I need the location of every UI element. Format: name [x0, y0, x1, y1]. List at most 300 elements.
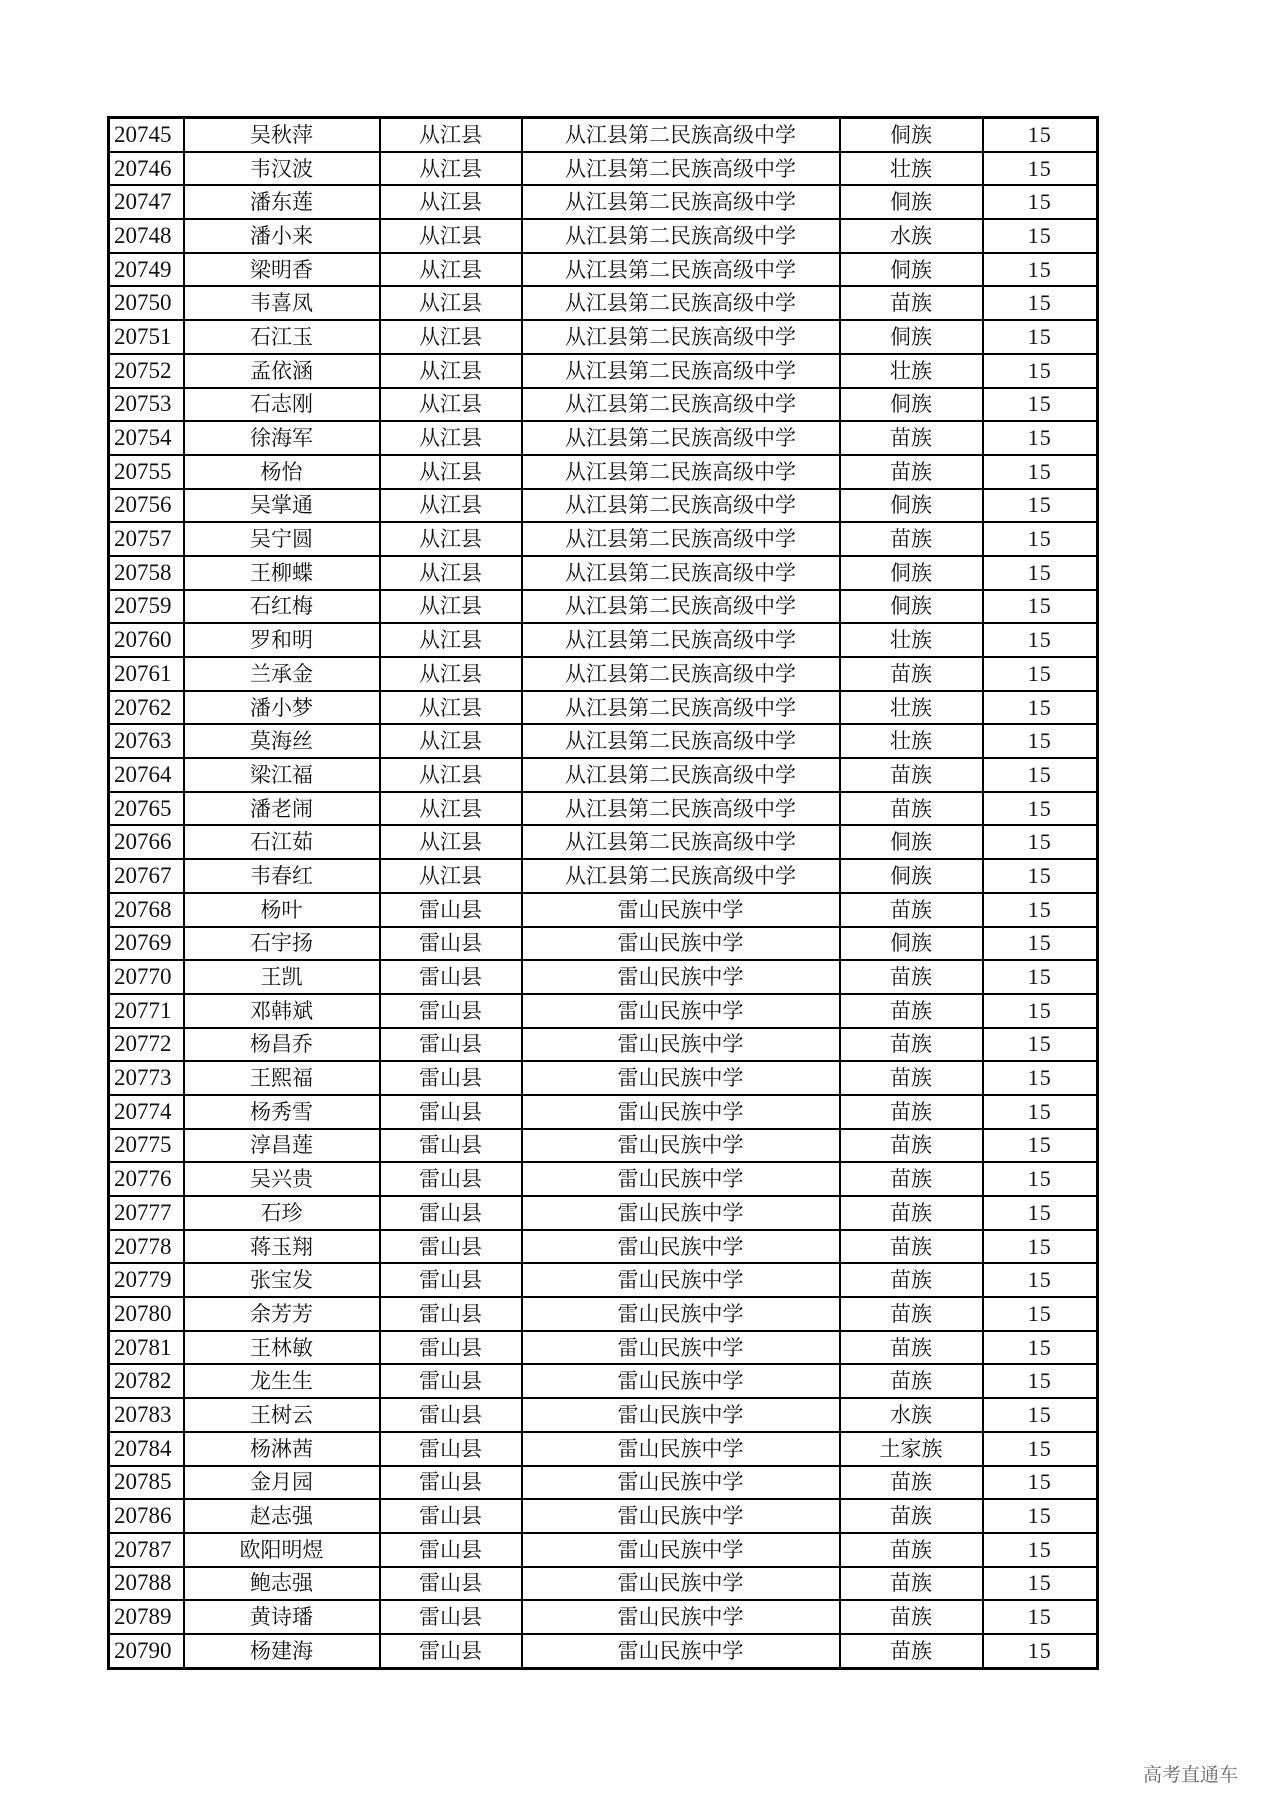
ethnicity-cell: 苗族: [840, 1364, 983, 1398]
score-cell: 15: [983, 1634, 1098, 1668]
county-cell: 雷山县: [380, 1095, 522, 1129]
name-cell: 杨怡: [184, 455, 380, 489]
ethnicity-cell: 苗族: [840, 1061, 983, 1095]
school-cell: 从江县第二民族高级中学: [522, 320, 840, 354]
name-cell: 王凯: [184, 960, 380, 994]
county-cell: 从江县: [380, 185, 522, 219]
id-cell: 20769: [109, 927, 184, 961]
score-cell: 15: [983, 893, 1098, 927]
table-row: [109, 623, 1098, 657]
score-cell: 15: [983, 960, 1098, 994]
score-cell: 15: [983, 1129, 1098, 1163]
id-cell: 20789: [109, 1600, 184, 1634]
score-cell: 15: [983, 455, 1098, 489]
name-cell: 杨建海: [184, 1634, 380, 1668]
score-cell: 15: [983, 1432, 1098, 1466]
ethnicity-cell: 苗族: [840, 286, 983, 320]
id-cell: 20767: [109, 859, 184, 893]
name-cell: 鲍志强: [184, 1567, 380, 1601]
name-cell: 余芳芳: [184, 1297, 380, 1331]
school-cell: 从江县第二民族高级中学: [522, 286, 840, 320]
roster-table: [107, 116, 1099, 1670]
table-row: [109, 1263, 1098, 1297]
score-cell: 15: [983, 118, 1098, 152]
table-row: [109, 253, 1098, 287]
score-cell: 15: [983, 1196, 1098, 1230]
score-cell: 15: [983, 1162, 1098, 1196]
name-cell: 梁江福: [184, 758, 380, 792]
table-row: [109, 219, 1098, 253]
county-cell: 从江县: [380, 859, 522, 893]
score-cell: 15: [983, 185, 1098, 219]
table-row: [109, 1196, 1098, 1230]
score-cell: 15: [983, 1061, 1098, 1095]
school-cell: 雷山民族中学: [522, 1297, 840, 1331]
id-cell: 20758: [109, 556, 184, 590]
ethnicity-cell: 水族: [840, 219, 983, 253]
school-cell: 从江县第二民族高级中学: [522, 489, 840, 523]
county-cell: 雷山县: [380, 1466, 522, 1500]
ethnicity-cell: 苗族: [840, 1162, 983, 1196]
name-cell: 韦汉波: [184, 152, 380, 186]
table-row: [109, 1028, 1098, 1062]
id-cell: 20787: [109, 1533, 184, 1567]
school-cell: 雷山民族中学: [522, 1162, 840, 1196]
school-cell: 从江县第二民族高级中学: [522, 623, 840, 657]
ethnicity-cell: 苗族: [840, 1600, 983, 1634]
school-cell: 雷山民族中学: [522, 1129, 840, 1163]
id-cell: 20750: [109, 286, 184, 320]
county-cell: 从江县: [380, 522, 522, 556]
id-cell: 20749: [109, 253, 184, 287]
score-cell: 15: [983, 1398, 1098, 1432]
school-cell: 雷山民族中学: [522, 1432, 840, 1466]
school-cell: 雷山民族中学: [522, 960, 840, 994]
name-cell: 杨叶: [184, 893, 380, 927]
table-row: [109, 1331, 1098, 1365]
id-cell: 20790: [109, 1634, 184, 1668]
ethnicity-cell: 侗族: [840, 590, 983, 624]
school-cell: 从江县第二民族高级中学: [522, 590, 840, 624]
school-cell: 雷山民族中学: [522, 893, 840, 927]
watermark: 高考直通车: [1143, 1764, 1239, 1786]
school-cell: 从江县第二民族高级中学: [522, 758, 840, 792]
id-cell: 20773: [109, 1061, 184, 1095]
school-cell: 雷山民族中学: [522, 1634, 840, 1668]
ethnicity-cell: 苗族: [840, 893, 983, 927]
table-row: [109, 1567, 1098, 1601]
score-cell: 15: [983, 489, 1098, 523]
ethnicity-cell: 苗族: [840, 1466, 983, 1500]
county-cell: 从江县: [380, 388, 522, 422]
ethnicity-cell: 壮族: [840, 354, 983, 388]
table-row: [109, 1364, 1098, 1398]
table-row: [109, 758, 1098, 792]
score-cell: 15: [983, 758, 1098, 792]
id-cell: 20785: [109, 1466, 184, 1500]
table-row: [109, 286, 1098, 320]
county-cell: 从江县: [380, 556, 522, 590]
table-row: [109, 1432, 1098, 1466]
table-row: [109, 1499, 1098, 1533]
ethnicity-cell: 土家族: [840, 1432, 983, 1466]
ethnicity-cell: 壮族: [840, 691, 983, 725]
county-cell: 雷山县: [380, 1567, 522, 1601]
score-cell: 15: [983, 320, 1098, 354]
name-cell: 潘东莲: [184, 185, 380, 219]
ethnicity-cell: 苗族: [840, 994, 983, 1028]
county-cell: 雷山县: [380, 1331, 522, 1365]
county-cell: 从江县: [380, 286, 522, 320]
school-cell: 雷山民族中学: [522, 1466, 840, 1500]
name-cell: 石江茹: [184, 825, 380, 859]
ethnicity-cell: 苗族: [840, 522, 983, 556]
county-cell: 从江县: [380, 691, 522, 725]
score-cell: 15: [983, 1095, 1098, 1129]
id-cell: 20756: [109, 489, 184, 523]
county-cell: 雷山县: [380, 1600, 522, 1634]
county-cell: 从江县: [380, 657, 522, 691]
score-cell: 15: [983, 724, 1098, 758]
table-row: [109, 1466, 1098, 1500]
school-cell: 雷山民族中学: [522, 1533, 840, 1567]
id-cell: 20781: [109, 1331, 184, 1365]
score-cell: 15: [983, 1466, 1098, 1500]
name-cell: 潘小梦: [184, 691, 380, 725]
ethnicity-cell: 侗族: [840, 489, 983, 523]
county-cell: 雷山县: [380, 1499, 522, 1533]
county-cell: 从江县: [380, 354, 522, 388]
name-cell: 淳昌莲: [184, 1129, 380, 1163]
county-cell: 从江县: [380, 758, 522, 792]
id-cell: 20771: [109, 994, 184, 1028]
id-cell: 20775: [109, 1129, 184, 1163]
county-cell: 从江县: [380, 825, 522, 859]
id-cell: 20774: [109, 1095, 184, 1129]
ethnicity-cell: 苗族: [840, 792, 983, 826]
id-cell: 20763: [109, 724, 184, 758]
ethnicity-cell: 苗族: [840, 1129, 983, 1163]
table-row: [109, 320, 1098, 354]
table-row: [109, 185, 1098, 219]
ethnicity-cell: 苗族: [840, 1230, 983, 1264]
name-cell: 王柳蝶: [184, 556, 380, 590]
table-row: [109, 388, 1098, 422]
id-cell: 20764: [109, 758, 184, 792]
county-cell: 雷山县: [380, 1162, 522, 1196]
score-cell: 15: [983, 657, 1098, 691]
school-cell: 雷山民族中学: [522, 1263, 840, 1297]
ethnicity-cell: 苗族: [840, 960, 983, 994]
table-row: [109, 657, 1098, 691]
score-cell: 15: [983, 286, 1098, 320]
ethnicity-cell: 苗族: [840, 1533, 983, 1567]
county-cell: 雷山县: [380, 994, 522, 1028]
score-cell: 15: [983, 623, 1098, 657]
county-cell: 从江县: [380, 724, 522, 758]
id-cell: 20768: [109, 893, 184, 927]
score-cell: 15: [983, 825, 1098, 859]
ethnicity-cell: 苗族: [840, 1028, 983, 1062]
id-cell: 20786: [109, 1499, 184, 1533]
id-cell: 20788: [109, 1567, 184, 1601]
school-cell: 雷山民族中学: [522, 927, 840, 961]
table-row: [109, 489, 1098, 523]
name-cell: 孟依涵: [184, 354, 380, 388]
score-cell: 15: [983, 1364, 1098, 1398]
score-cell: 15: [983, 354, 1098, 388]
score-cell: 15: [983, 1600, 1098, 1634]
name-cell: 杨淋茜: [184, 1432, 380, 1466]
id-cell: 20776: [109, 1162, 184, 1196]
score-cell: 15: [983, 1533, 1098, 1567]
id-cell: 20746: [109, 152, 184, 186]
id-cell: 20755: [109, 455, 184, 489]
id-cell: 20762: [109, 691, 184, 725]
table-row: [109, 455, 1098, 489]
id-cell: 20754: [109, 421, 184, 455]
table-row: [109, 522, 1098, 556]
school-cell: 雷山民族中学: [522, 1499, 840, 1533]
name-cell: 石志刚: [184, 388, 380, 422]
score-cell: 15: [983, 219, 1098, 253]
score-cell: 15: [983, 691, 1098, 725]
score-cell: 15: [983, 994, 1098, 1028]
id-cell: 20772: [109, 1028, 184, 1062]
table-row: [109, 960, 1098, 994]
ethnicity-cell: 苗族: [840, 421, 983, 455]
name-cell: 石宇扬: [184, 927, 380, 961]
table-row: [109, 556, 1098, 590]
id-cell: 20779: [109, 1263, 184, 1297]
ethnicity-cell: 苗族: [840, 1196, 983, 1230]
name-cell: 韦喜凤: [184, 286, 380, 320]
school-cell: 雷山民族中学: [522, 1196, 840, 1230]
table-row: [109, 354, 1098, 388]
ethnicity-cell: 侗族: [840, 859, 983, 893]
score-cell: 15: [983, 421, 1098, 455]
id-cell: 20759: [109, 590, 184, 624]
ethnicity-cell: 苗族: [840, 1297, 983, 1331]
table-row: [109, 792, 1098, 826]
county-cell: 雷山县: [380, 1533, 522, 1567]
name-cell: 兰承金: [184, 657, 380, 691]
ethnicity-cell: 侗族: [840, 388, 983, 422]
score-cell: 15: [983, 1567, 1098, 1601]
name-cell: 吴宁圆: [184, 522, 380, 556]
name-cell: 龙生生: [184, 1364, 380, 1398]
name-cell: 张宝发: [184, 1263, 380, 1297]
id-cell: 20752: [109, 354, 184, 388]
ethnicity-cell: 侗族: [840, 320, 983, 354]
county-cell: 从江县: [380, 623, 522, 657]
table-row: [109, 859, 1098, 893]
id-cell: 20778: [109, 1230, 184, 1264]
name-cell: 邓韩斌: [184, 994, 380, 1028]
table-row: [109, 118, 1098, 152]
county-cell: 从江县: [380, 219, 522, 253]
id-cell: 20761: [109, 657, 184, 691]
ethnicity-cell: 苗族: [840, 758, 983, 792]
name-cell: 潘老闹: [184, 792, 380, 826]
ethnicity-cell: 壮族: [840, 152, 983, 186]
ethnicity-cell: 苗族: [840, 1095, 983, 1129]
name-cell: 王树云: [184, 1398, 380, 1432]
ethnicity-cell: 侗族: [840, 118, 983, 152]
id-cell: 20748: [109, 219, 184, 253]
name-cell: 石江玉: [184, 320, 380, 354]
school-cell: 从江县第二民族高级中学: [522, 691, 840, 725]
id-cell: 20777: [109, 1196, 184, 1230]
ethnicity-cell: 苗族: [840, 657, 983, 691]
score-cell: 15: [983, 1263, 1098, 1297]
name-cell: 罗和明: [184, 623, 380, 657]
id-cell: 20765: [109, 792, 184, 826]
table-row: [109, 421, 1098, 455]
county-cell: 从江县: [380, 455, 522, 489]
school-cell: 雷山民族中学: [522, 994, 840, 1028]
ethnicity-cell: 侗族: [840, 185, 983, 219]
county-cell: 雷山县: [380, 1061, 522, 1095]
score-cell: 15: [983, 792, 1098, 826]
table-row: [109, 1162, 1098, 1196]
school-cell: 从江县第二民族高级中学: [522, 354, 840, 388]
ethnicity-cell: 侗族: [840, 556, 983, 590]
ethnicity-cell: 壮族: [840, 623, 983, 657]
ethnicity-cell: 苗族: [840, 1499, 983, 1533]
ethnicity-cell: 苗族: [840, 1331, 983, 1365]
id-cell: 20783: [109, 1398, 184, 1432]
ethnicity-cell: 苗族: [840, 1567, 983, 1601]
name-cell: 黄诗璠: [184, 1600, 380, 1634]
name-cell: 石红梅: [184, 590, 380, 624]
table-row: [109, 1398, 1098, 1432]
school-cell: 从江县第二民族高级中学: [522, 724, 840, 758]
name-cell: 潘小来: [184, 219, 380, 253]
ethnicity-cell: 壮族: [840, 724, 983, 758]
school-cell: 从江县第二民族高级中学: [522, 859, 840, 893]
ethnicity-cell: 水族: [840, 1398, 983, 1432]
id-cell: 20745: [109, 118, 184, 152]
id-cell: 20751: [109, 320, 184, 354]
school-cell: 雷山民族中学: [522, 1095, 840, 1129]
school-cell: 雷山民族中学: [522, 1061, 840, 1095]
county-cell: 雷山县: [380, 1129, 522, 1163]
table-row: [109, 724, 1098, 758]
ethnicity-cell: 苗族: [840, 455, 983, 489]
school-cell: 从江县第二民族高级中学: [522, 185, 840, 219]
school-cell: 雷山民族中学: [522, 1230, 840, 1264]
score-cell: 15: [983, 1230, 1098, 1264]
id-cell: 20760: [109, 623, 184, 657]
score-cell: 15: [983, 859, 1098, 893]
id-cell: 20766: [109, 825, 184, 859]
school-cell: 从江县第二民族高级中学: [522, 388, 840, 422]
school-cell: 从江县第二民族高级中学: [522, 253, 840, 287]
county-cell: 雷山县: [380, 960, 522, 994]
name-cell: 赵志强: [184, 1499, 380, 1533]
score-cell: 15: [983, 1297, 1098, 1331]
score-cell: 15: [983, 1331, 1098, 1365]
score-cell: 15: [983, 590, 1098, 624]
name-cell: 王熙福: [184, 1061, 380, 1095]
name-cell: 杨秀雪: [184, 1095, 380, 1129]
county-cell: 雷山县: [380, 1028, 522, 1062]
school-cell: 从江县第二民族高级中学: [522, 152, 840, 186]
name-cell: 莫海丝: [184, 724, 380, 758]
county-cell: 雷山县: [380, 1297, 522, 1331]
name-cell: 杨昌乔: [184, 1028, 380, 1062]
county-cell: 雷山县: [380, 1263, 522, 1297]
id-cell: 20780: [109, 1297, 184, 1331]
county-cell: 雷山县: [380, 1230, 522, 1264]
school-cell: 从江县第二民族高级中学: [522, 556, 840, 590]
ethnicity-cell: 侗族: [840, 253, 983, 287]
id-cell: 20782: [109, 1364, 184, 1398]
table-row: [109, 1230, 1098, 1264]
table-row: [109, 1297, 1098, 1331]
name-cell: 王林敏: [184, 1331, 380, 1365]
school-cell: 从江县第二民族高级中学: [522, 118, 840, 152]
table-row: [109, 1634, 1098, 1668]
county-cell: 从江县: [380, 118, 522, 152]
table-row: [109, 152, 1098, 186]
school-cell: 雷山民族中学: [522, 1028, 840, 1062]
school-cell: 从江县第二民族高级中学: [522, 792, 840, 826]
table-row: [109, 893, 1098, 927]
score-cell: 15: [983, 253, 1098, 287]
id-cell: 20784: [109, 1432, 184, 1466]
table-row: [109, 1129, 1098, 1163]
id-cell: 20757: [109, 522, 184, 556]
id-cell: 20770: [109, 960, 184, 994]
score-cell: 15: [983, 152, 1098, 186]
id-cell: 20747: [109, 185, 184, 219]
school-cell: 雷山民族中学: [522, 1567, 840, 1601]
table-row: [109, 691, 1098, 725]
school-cell: 雷山民族中学: [522, 1364, 840, 1398]
table-row: [109, 1061, 1098, 1095]
school-cell: 从江县第二民族高级中学: [522, 522, 840, 556]
county-cell: 从江县: [380, 489, 522, 523]
table-row: [109, 825, 1098, 859]
ethnicity-cell: 侗族: [840, 927, 983, 961]
score-cell: 15: [983, 1499, 1098, 1533]
name-cell: 吴兴贵: [184, 1162, 380, 1196]
school-cell: 从江县第二民族高级中学: [522, 825, 840, 859]
name-cell: 徐海军: [184, 421, 380, 455]
ethnicity-cell: 侗族: [840, 825, 983, 859]
score-cell: 15: [983, 388, 1098, 422]
name-cell: 吴秋萍: [184, 118, 380, 152]
school-cell: 从江县第二民族高级中学: [522, 421, 840, 455]
school-cell: 从江县第二民族高级中学: [522, 455, 840, 489]
table-row: [109, 1533, 1098, 1567]
school-cell: 雷山民族中学: [522, 1398, 840, 1432]
county-cell: 从江县: [380, 792, 522, 826]
name-cell: 金月园: [184, 1466, 380, 1500]
score-cell: 15: [983, 927, 1098, 961]
county-cell: 从江县: [380, 590, 522, 624]
school-cell: 从江县第二民族高级中学: [522, 219, 840, 253]
ethnicity-cell: 苗族: [840, 1634, 983, 1668]
name-cell: 石珍: [184, 1196, 380, 1230]
ethnicity-cell: 苗族: [840, 1263, 983, 1297]
county-cell: 雷山县: [380, 893, 522, 927]
table-row: [109, 590, 1098, 624]
county-cell: 雷山县: [380, 1364, 522, 1398]
name-cell: 梁明香: [184, 253, 380, 287]
